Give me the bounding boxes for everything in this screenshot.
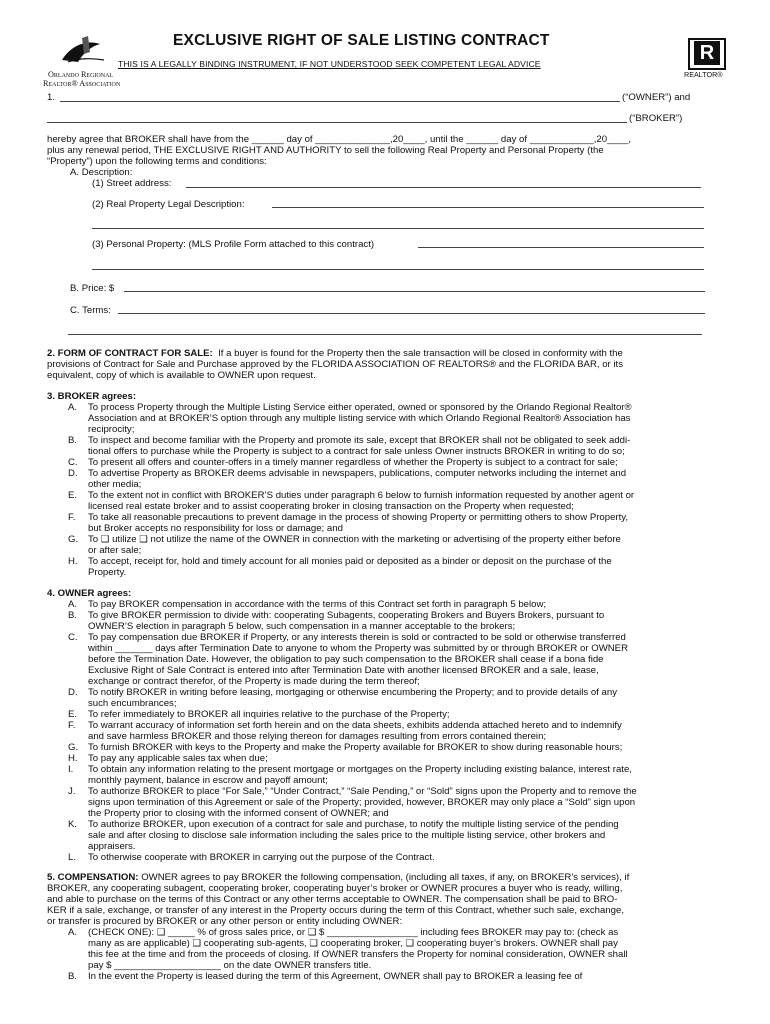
realtor-logo	[688, 38, 726, 70]
item-text-line: To the extent not in conflict with BROKER’S duties under paragraph 6 below to furnish information requested by another agent or	[88, 490, 635, 501]
item-label: A.	[68, 402, 78, 413]
item-label: K.	[68, 819, 78, 830]
item-text-line: To pay any applicable sales tax when due;	[88, 753, 268, 764]
item-text-line: To ❑ utilize ❑ not utilize the name of the OWNER in connection with the marketing or advertising of the property either before	[88, 534, 621, 545]
item-text-line: To authorize BROKER to place “For Sale,” “Under Contract,” “Sale Pending,” or “Sold” signs upon the Property and to remove the	[88, 786, 637, 797]
section2-text1: If a buyer is found for the Property then the sale transaction will be closed in conformity with the	[218, 348, 623, 359]
price-field[interactable]	[124, 291, 705, 292]
item-text-line: To pay compensation due BROKER if Property, or any interests therein is sold or contracted to be sold or otherwise transferred	[88, 632, 626, 643]
item-text-line: reciprocity;	[88, 424, 135, 435]
item-label: F.	[68, 512, 76, 523]
item-label: A.	[68, 599, 78, 610]
item-label: D.	[68, 468, 78, 479]
item-text-line: To take all reasonable precautions to prevent damage in the process of showing Property or permitting others to show Property,	[88, 512, 629, 523]
item-text-line: To furnish BROKER with keys to the Property and make the Property available for BROKER to show during reasonable hours;	[88, 742, 623, 753]
item-label: C.	[68, 457, 78, 468]
item-text-line: To obtain any information relating to the present mortgage or mortgages on the Property including existing balance, interest rate,	[88, 764, 632, 775]
owner-label: (“OWNER”) and	[622, 92, 691, 103]
item-text-line: such encumbrances;	[88, 698, 177, 709]
item-label: B.	[68, 610, 78, 621]
item-text-line: the Property prior to closing with the informed consent of OWNER; and	[88, 808, 389, 819]
item-text-line: To notify BROKER in writing before leasing, mortgaging or otherwise encumbering the Property; and to provide details of any	[88, 687, 617, 698]
section5-line4: KER if a sale, exchange, or transfer of any interest in the Property occurs during the term of this Contract, whether such sale, exchange,	[47, 905, 624, 916]
item-text-line: or after sale;	[88, 545, 142, 556]
page-title: EXCLUSIVE RIGHT OF SALE LISTING CONTRACT	[173, 32, 550, 49]
legal-description-label: (2) Real Property Legal Description:	[92, 199, 245, 210]
price-label: B. Price: $	[70, 283, 115, 294]
property-line: “Property”) upon the following terms and conditions:	[47, 156, 267, 167]
section4-heading: 4. OWNER agrees:	[47, 588, 132, 599]
item-text-line: monthly payment, balance in escrow and payoff amount;	[88, 775, 328, 786]
item-label: G.	[68, 534, 79, 545]
item-label: J.	[68, 786, 76, 797]
item-label: A.	[68, 927, 78, 938]
item-label: C.	[68, 632, 78, 643]
description-label: A. Description:	[70, 167, 133, 178]
street-address-label: (1) Street address:	[92, 178, 172, 189]
item-text-line: OWNER’S election in paragraph 5 below, such compensation in a manner acceptable to the brokers;	[88, 621, 516, 632]
item-text-line: within _______ days after Termination Date to anyone to whom the Property was submitted by or through BROKER or OWNER	[88, 643, 628, 654]
item-text-line: Exclusive Right of Sale Contract is entered into after Termination Date with another licensed BROKER and a sale, lease,	[88, 665, 599, 676]
item-label: B.	[68, 435, 78, 446]
item-text-line: but Broker accepts no responsibility for loss or damage; and	[88, 523, 343, 534]
item-label: E.	[68, 709, 78, 720]
item-text-line: To pay BROKER compensation in accordance with the terms of this Contract set forth in paragraph 5 below;	[88, 599, 547, 610]
terms-field[interactable]	[118, 313, 705, 314]
item-label: B.	[68, 971, 78, 982]
item-label: G.	[68, 742, 79, 753]
section5-line3: and able to purchase on the terms of this Contract or any other terms acceptable to OWNER. The compensation shall be paid to BRO-	[47, 894, 618, 905]
item-text-line: To refer immediately to BROKER all inquiries relative to the purchase of the Property;	[88, 709, 450, 720]
item-label: L.	[68, 852, 77, 863]
item-text-line: before the Termination Date. However, the obligation to pay such compensation to the BROKER shall cease if a bona fide	[88, 654, 604, 665]
realtor-label: REALTOR®	[684, 70, 723, 79]
item-label: D.	[68, 687, 78, 698]
personal-property-field-2[interactable]	[92, 269, 704, 270]
section2-line3: equivalent, copy of which is available to OWNER upon request.	[47, 370, 316, 381]
section5-line5: or transfer is procured by BROKER or any other person or entity including OWNER:	[47, 916, 403, 927]
personal-property-label: (3) Personal Property: (MLS Profile Form attached to this contract)	[92, 239, 375, 250]
compensation-option-line2[interactable]: many as are applicable) ❑ cooperating sub-agents, ❑ cooperating broker, ❑ cooperating buyer’s brokers. OWNER shall pay	[88, 938, 618, 949]
item-text-line: Property.	[88, 567, 127, 578]
legal-description-field[interactable]	[272, 207, 704, 208]
item-text-line: To inspect and become familiar with the Property and promote its sale, except that BROKER shall not be obligated to seek addi-	[88, 435, 631, 446]
item-text-line: signs upon termination of this Agreement or sale of the Property; provided, however, BROKER may only place a “Sold” sign upon	[88, 797, 636, 808]
leasing-fee-line: In the event the Property is leased during the term of this Agreement, OWNER shall pay to BROKER a leasing fee of	[88, 971, 583, 982]
section5-text1: OWNER agrees to pay BROKER the following compensation, (including all taxes, if any, on BROKER’s services), if	[141, 872, 630, 883]
renewal-line: plus any renewal period, THE EXCLUSIVE RIGHT AND AUTHORITY to sell the following Real Property and Personal Property (the	[47, 145, 604, 156]
item-text-line: tional offers to purchase while the Property is subject to a contract for sale unless Owner instructs BROKER in writing to do so;	[88, 446, 625, 457]
section5-line1	[47, 872, 727, 883]
compensation-option-line4[interactable]: pay $ ____________________ on the date OWNER transfers title.	[88, 960, 372, 971]
item-text-line: To present all offers and counter-offers in a timely manner regardless of whether the Property is subject to a contract for sale;	[88, 457, 618, 468]
org-name-line1: Orlando Regional	[48, 70, 114, 79]
item-text-line: licensed real estate broker and to assist cooperating broker in closing transaction on the Property when requested;	[88, 501, 574, 512]
section2-line1	[47, 348, 727, 359]
item-label: H.	[68, 556, 78, 567]
terms-label: C. Terms:	[70, 305, 111, 316]
item-text-line: To process Property through the Multiple Listing Service either operated, owned or sponsored by the Orlando Regional Realtor®	[88, 402, 632, 413]
section5-heading: 5. COMPENSATION:	[47, 872, 139, 883]
legal-description-field-2[interactable]	[92, 228, 704, 229]
item-text-line: sale and after closing to disclose sale information including the sales price to the multiple listing service, other brokers and	[88, 830, 606, 841]
item-text-line: Association and at BROKER’S option through any multiple listing service with which Orlando Regional Realtor® Association has	[88, 413, 631, 424]
section3-heading: 3. BROKER agrees:	[47, 391, 137, 402]
item-text-line: To give BROKER permission to divide with: cooperating Subagents, cooperating Brokers and Buyers Brokers, pursuant to	[88, 610, 605, 621]
item-text-line: To advertise Property as BROKER deems advisable in newspapers, publications, computer networks including the internet and	[88, 468, 627, 479]
section5-line2: BROKER, any cooperating subagent, cooperating broker, cooperating buyer’s broker or OWNER procures a buyer who is ready, willing,	[47, 883, 623, 894]
org-name-line2: Realtor® Association	[43, 79, 121, 88]
item-text-line: To otherwise cooperate with BROKER in carrying out the purpose of the Contract.	[88, 852, 435, 863]
section2-line2: provisions of Contract for Sale and Purchase approved by the FLORIDA ASSOCIATION OF REALTORS® and the FLORIDA BAR, or its	[47, 359, 624, 370]
item-text-line: To accept, receipt for, hold and timely account for all monies paid or deposited as a binder or deposit on the purchase of the	[88, 556, 612, 567]
intro-number: 1.	[47, 92, 56, 103]
item-label: E.	[68, 490, 78, 501]
oraa-logo-icon	[48, 34, 118, 68]
item-label: F.	[68, 720, 76, 731]
page-subtitle: THIS IS A LEGALLY BINDING INSTRUMENT, IF NOT UNDERSTOOD SEEK COMPETENT LEGAL ADVICE	[118, 59, 541, 69]
item-text-line: exchange or contract therefor, of the Property is made during the term thereof;	[88, 676, 420, 687]
item-text-line: appraisers.	[88, 841, 136, 852]
item-text-line: To authorize BROKER, upon execution of a contract for sale and purchase, to notify the multiple listing service of the pending	[88, 819, 619, 830]
street-address-field[interactable]	[186, 187, 701, 188]
compensation-option-line3: this fee at the time and from the proceeds of closing. If OWNER transfers the Property for nominal consideration, OWNER shall	[88, 949, 628, 960]
agree-line: hereby agree that BROKER shall have from the ______ day of ______________,20____, until the ______ day of ____________,20____,	[47, 134, 632, 145]
broker-name-field[interactable]	[47, 122, 627, 123]
broker-label: (“BROKER”)	[629, 113, 683, 124]
realtor-r-icon: R	[694, 41, 720, 65]
compensation-option-line1[interactable]: (CHECK ONE): ❑ _____ % of gross sales price, or ❑ $ _________________ including fees BROKER may pay to: (check as	[88, 927, 619, 938]
terms-field-2[interactable]	[68, 334, 702, 335]
item-label: H.	[68, 753, 78, 764]
owner-name-field[interactable]	[60, 101, 620, 102]
section2-heading: 2. FORM OF CONTRACT FOR SALE:	[47, 348, 213, 359]
item-text-line: other media;	[88, 479, 142, 490]
item-text-line: and save harmless BROKER and those relying thereon for damages resulting from errors contained therein;	[88, 731, 547, 742]
personal-property-field[interactable]	[418, 247, 704, 248]
item-text-line: To warrant accuracy of information set forth herein and on the data sheets, exhibits addenda attached hereto and to indemnify	[88, 720, 622, 731]
item-label: I.	[68, 764, 74, 775]
